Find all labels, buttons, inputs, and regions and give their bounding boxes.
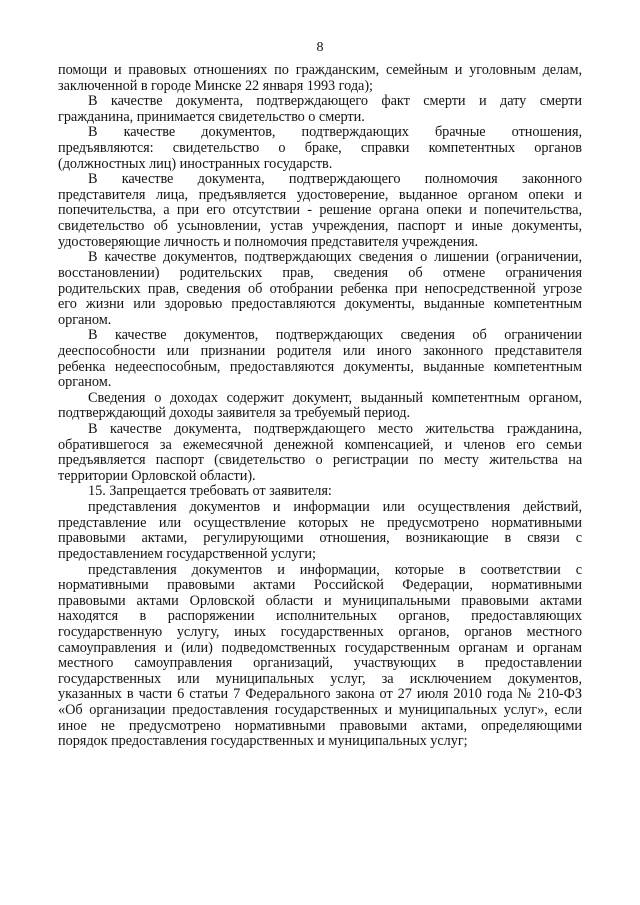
text-line: (должностных лиц) иностранных государств.: [58, 155, 333, 172]
text-line: попечительства, а при его отсутствии - решение органа опеки и попечительства,: [58, 202, 582, 219]
text-line: иное не предусмотрено нормативными правовыми актами, определяющими: [58, 717, 582, 734]
text-line: обратившегося за ежемесячной денежной компенсацией, и членов его семьи: [58, 436, 582, 453]
text-line: В качестве документа, подтверждающего место жительства гражданина,: [88, 421, 582, 438]
text-line: правовыми актами Орловской области и муниципальными правовыми актами: [58, 592, 582, 609]
text-line: ребенка недееспособным, предоставляются документы, выданные компетентным: [58, 358, 582, 375]
text-line: свидетельство об усыновлении, устав учреждения, паспорт и иные документы,: [58, 218, 582, 235]
text-line: В качестве документа, подтверждающего факт смерти и дату смерти: [88, 93, 582, 110]
text-line: В качестве документов, подтверждающих сведения о лишении (ограничении,: [88, 249, 582, 266]
text-line: указанных в части 6 статьи 7 Федерального закона от 27 июля 2010 года № 210-ФЗ: [58, 686, 582, 703]
text-line: предъявляются: свидетельство о браке, справки компетентных органов: [58, 140, 582, 157]
text-line: заключенной в городе Минске 22 января 1993 года);: [58, 77, 373, 94]
text-line: представителя лица, предъявляется удостоверение, выданное органом опеки и: [58, 186, 582, 203]
text-line: представление или осуществление которых не предусмотрено нормативными: [58, 514, 582, 531]
text-line: 15. Запрещается требовать от заявителя:: [88, 483, 332, 500]
text-line: порядок предоставления государственных и муниципальных услуг;: [58, 733, 468, 750]
text-line: Сведения о доходах содержит документ, выданный компетентным органом,: [88, 389, 582, 406]
text-line: восстановлении) родительских прав, сведения об отмене ограничения: [58, 264, 582, 281]
text-line: представления документов и информации или осуществления действий,: [88, 499, 582, 516]
text-line: представления документов и информации, которые в соответствии с: [88, 561, 582, 578]
text-line: государственных или муниципальных услуг, за исключением документов,: [58, 670, 582, 687]
text-line: самоуправления и (или) подведомственных государственным органам и органам: [58, 639, 582, 656]
text-line: В качестве документа, подтверждающего полномочия законного: [88, 171, 582, 188]
text-line: «Об организации предоставления государственных и муниципальных услуг», если: [58, 701, 582, 718]
text-line: гражданина, принимается свидетельство о смерти.: [58, 108, 365, 125]
text-line: государственную услугу, иных государственных органов, органов местного: [58, 623, 582, 640]
text-line: органом.: [58, 374, 112, 391]
text-line: предоставлением государственной услуги;: [58, 545, 316, 562]
text-line: правовыми актами, регулирующими отношения, возникающие в связи с: [58, 530, 582, 547]
text-line: местного самоуправления организаций, участвующих в предоставлении: [58, 655, 582, 672]
document-body: [58, 63, 582, 750]
text-line: родительских прав, сведения об отобрании ребенка при непосредственной угрозе: [58, 280, 582, 297]
text-line: помощи и правовых отношениях по гражданским, семейным и уголовным делам,: [58, 62, 582, 78]
text-line: В качестве документов, подтверждающих сведения об ограничении: [88, 327, 582, 344]
text-line: органом.: [58, 311, 112, 328]
text-line: находятся в распоряжении исполнительных органов, предоставляющих: [58, 608, 582, 625]
text-line: предъявляется паспорт (свидетельство о регистрации по месту жительства на: [58, 452, 582, 469]
text-line: удостоверяющие личность и полномочия представителя учреждения.: [58, 233, 479, 250]
text-line: подтверждающий доходы заявителя за требуемый период.: [58, 405, 411, 422]
text-line: нормативными правовыми актами Российской Федерации, нормативными: [58, 577, 582, 594]
text-line: дееспособности или признании родителя или иного законного представителя: [58, 342, 582, 359]
page-number: 8: [316, 40, 324, 55]
text-line: его жизни или здоровью предоставляются документы, выданные компетентным: [58, 296, 582, 313]
text-line: территории Орловской области).: [58, 467, 256, 484]
text-line: В качестве документов, подтверждающих брачные отношения,: [88, 124, 582, 141]
